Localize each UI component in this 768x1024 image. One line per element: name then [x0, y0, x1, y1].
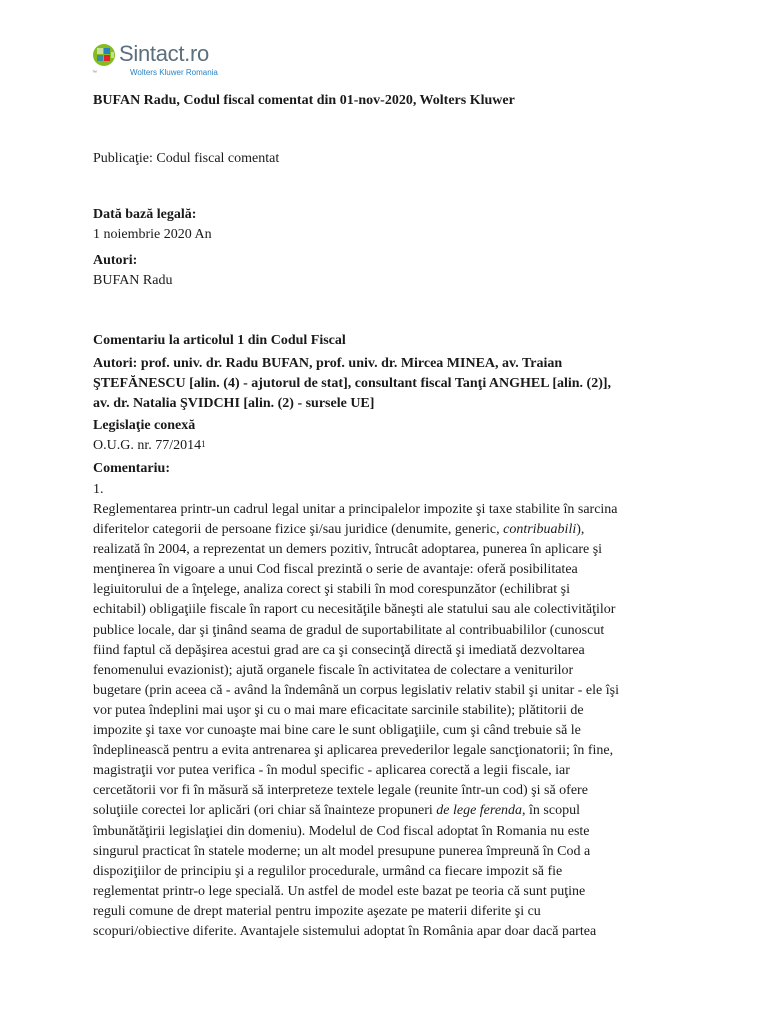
paragraph-line: bugetare (prin aceea că - având la îndemână un corpus legislativ relativ stabil şi unitar - ele îşi — [93, 682, 619, 698]
legal-date-value: 1 noiembrie 2020 An — [93, 227, 212, 242]
commentary-number: 1. — [93, 482, 104, 497]
paragraph-line: legiuitorului de a înţelege, analiza corect şi stabili în mod corespunzător (echilibrat şi — [93, 582, 570, 598]
sintact-logo — [92, 40, 252, 80]
comment-authors-line: ŞTEFĂNESCU [alin. (4) - ajutorul de stat], consultant fiscal Tanţi ANGHEL [alin. (2)], — [93, 376, 612, 391]
paragraph-line: singurul practicat în statele moderne; un alt model presupune punerea împreună în Cod a — [93, 843, 591, 859]
paragraph-line: reguli comune de drept material pentru impozite aşezate pe materii diferite şi cu — [93, 903, 541, 919]
logo-name: Sintact.ro — [119, 41, 209, 66]
paragraph-line: îndeplinească pentru a evita antrenarea şi aplicarea prevederilor legale sancţionatorii; în fine, — [93, 743, 614, 759]
commentary-paragraph — [93, 500, 683, 942]
related-legislation-label: Legislaţie conexă — [93, 418, 196, 433]
paragraph-line: menţinerea în vigoare a unui Cod fiscal prezintă o serie de avantaje: oferă posibilitatea — [93, 562, 578, 578]
footnote-marker[interactable]: 1 — [201, 439, 206, 449]
document-header: BUFAN Radu, Codul fiscal comentat din 01-nov-2020, Wolters Kluwer — [93, 93, 515, 108]
related-legislation-value — [93, 437, 206, 455]
authors-label: Autori: — [93, 253, 138, 268]
paragraph-line: soluţiile corectei lor aplicări (ori chiar să înainteze propuneri de lege ferenda, în scopul — [93, 803, 580, 819]
comment-authors-line: Autori: prof. univ. dr. Radu BUFAN, prof. univ. dr. Mircea MINEA, av. Traian — [93, 356, 563, 371]
paragraph-line: echitabil) obligaţiile fiscale în raport cu necesităţile băneşti ale statului sau ale colectivităţilor — [93, 602, 616, 618]
paragraph-line: diferitelor categorii de persoane fizice şi/sau juridice (denumite, generic, contribuabili), — [93, 522, 585, 538]
paragraph-line: reglementat printr-o lege specială. Un astfel de model este bazat pe teoria că sunt puţine — [93, 883, 586, 899]
paragraph-line: scopuri/obiective diferite. Avantajele sistemului adoptat în România apar doar dacă partea — [93, 923, 597, 939]
commentary-label: Comentariu: — [93, 461, 170, 476]
paragraph-line: magistraţii vor putea verifica - în modul specific - aplicarea corectă a legii fiscale, iar — [93, 763, 570, 779]
paragraph-line: fenomenului evazionist); ajută organele fiscale în activitatea de colectare a veniturilor — [93, 662, 574, 678]
authors-value: BUFAN Radu — [93, 273, 173, 288]
paragraph-line: fiind faptul că depăşirea acestui grad are ca şi consecinţă directă şi imediată dezvoltarea — [93, 642, 585, 658]
paragraph-line: dispoziţiilor de principiu şi a regulilor procedurale, urmând ca fiecare impozit să fie — [93, 863, 563, 879]
paragraph-line: cercetătorii vor fi în măsură să interpreteze textele legale (reunite într-un cod) şi să ofere — [93, 783, 588, 799]
sintact-logo-icon — [92, 42, 118, 72]
comment-title: Comentariu la articolul 1 din Codul Fiscal — [93, 333, 346, 348]
paragraph-line: realizată în 2004, a reprezentat un demers pozitiv, întrucât adoptarea, punerea în aplicare şi — [93, 542, 603, 558]
legal-date-label: Dată bază legală: — [93, 207, 197, 222]
paragraph-line: publice locale, dar şi ţinând seama de gradul de suportabilitate al contribuabililor (cunoscut — [93, 622, 605, 638]
paragraph-line: îmbunătăţirii legislaţiei din domeniu). Modelul de Cod fiscal adoptat în Romania nu este — [93, 823, 590, 839]
related-legislation-link[interactable]: O.U.G. nr. 77/2014 — [93, 438, 202, 453]
publication-line: Publicaţie: Codul fiscal comentat — [93, 151, 280, 166]
logo-subtitle: Wolters Kluwer Romania — [130, 68, 218, 77]
comment-authors-line: av. dr. Natalia ŞVIDCHI [alin. (2) - sursele UE] — [93, 396, 375, 411]
logo-trademark: ™ — [92, 70, 97, 76]
paragraph-line: vor putea îndeplini mai uşor şi cu o mai mare eficacitate sarcinile stabilite); plătitorii de — [93, 702, 584, 718]
paragraph-line: impozite şi taxe vor cunoaşte mai bine care le sunt obligaţiile, cum şi când trebuie să le — [93, 723, 581, 739]
paragraph-line: Reglementarea printr-un cadrul legal unitar a principalelor impozite şi taxe stabilite în sarcina — [93, 502, 618, 517]
